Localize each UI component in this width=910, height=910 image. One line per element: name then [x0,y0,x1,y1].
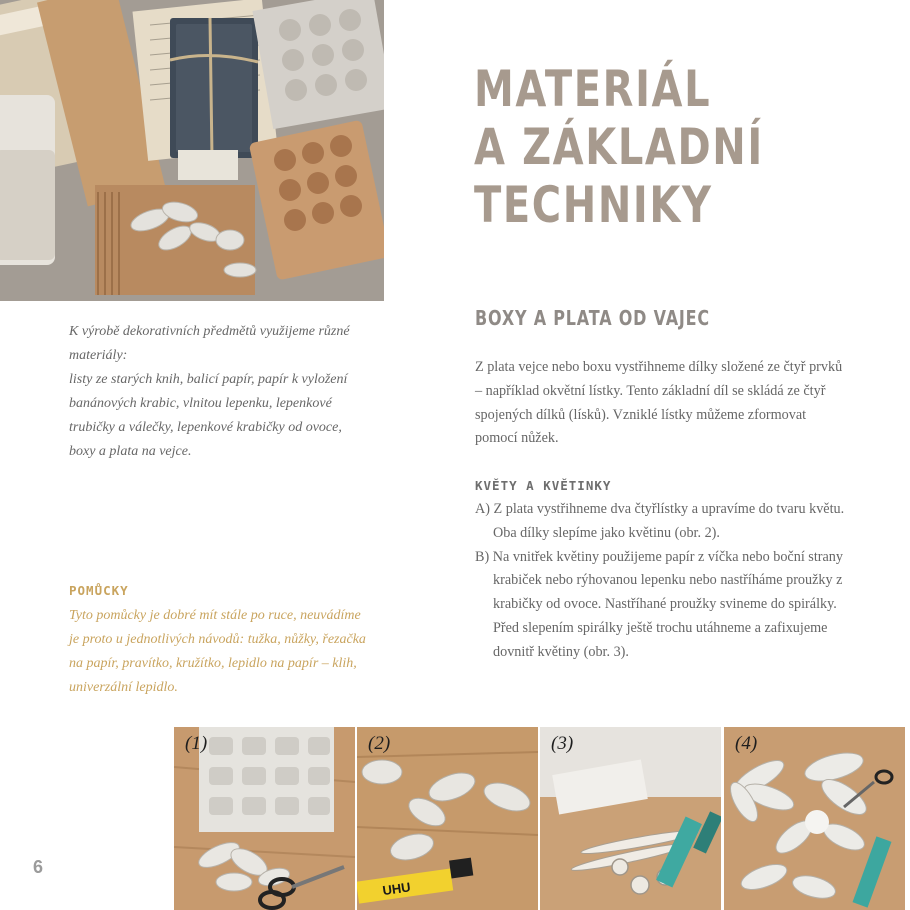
step-photo-4 [724,727,905,910]
step-photo-2 [357,727,538,910]
title-line-1: MATERIÁL [474,60,712,118]
photo-label-1: (1) [185,733,208,754]
intro-line-2: listy ze starých knih, balicí papír, papír k vyložení banánových krabic, vlnitou lepenku, lepenkové trubičky a válečky, lepenkové krabičky od ovoce, boxy a plata na vejce. [69,372,348,459]
step-item-b: B) Na vnitřek květiny použijeme papír z víčka nebo boční strany krabiček nebo rýhovanou lepenku nebo nastříháme proužky z krabičky od ovoce. Nastříhané proužky svineme do spirálky. Před slepením spirálky ještě trochu utáhneme a zafixujeme dovnitř květiny (obr. 3). [475,548,843,660]
photo-label-3: (3) [551,733,574,754]
section-text-boxy: Z plata vejce nebo boxu vystřihneme dílky složené ze čtyř prvků – například okvětní lístky. Tento základní díl se skládá ze čtyř spojených dílků (lísků). Vzniklé lístky můžeme zformovat pomocí nůžek. [475,359,843,447]
section-heading-kvety: KVĚTY A KVĚTINKY [475,478,612,493]
intro-line-1: K výrobě dekorativních předmětů využijeme různé materiály: [69,324,350,363]
photo-label-2: (2) [368,733,391,754]
tools-heading: POMŮCKY [69,583,129,598]
page-number: 6 [33,857,44,877]
page-title [474,60,794,234]
title-line-3: TECHNIKY [474,176,713,234]
steps-list [475,498,845,665]
step-photo-3 [540,727,721,910]
photo-label-4: (4) [735,733,758,754]
materials-photo [0,0,384,301]
step-item-a: A) Z plata vystřihneme dva čtyřlístky a upravíme do tvaru květu. Oba dílky slepíme jako květinu (obr. 2). [475,501,845,541]
tools-text: Tyto pomůcky je dobré mít stále po ruce, neuvádíme je proto u jednotlivých návodů: tužka, nůžky, řezačka na papír, pravítko, kružítko, lepidlo na papír – klih, univerzální lepidlo. [69,608,366,695]
glue-brand-label: UHU [381,879,412,899]
title-line-2: A ZÁKLADNÍ [474,118,764,176]
step-photo-1 [174,727,355,910]
intro-text [69,320,369,464]
section-heading-boxy: BOXY A PLATA OD VAJEC [475,306,710,330]
